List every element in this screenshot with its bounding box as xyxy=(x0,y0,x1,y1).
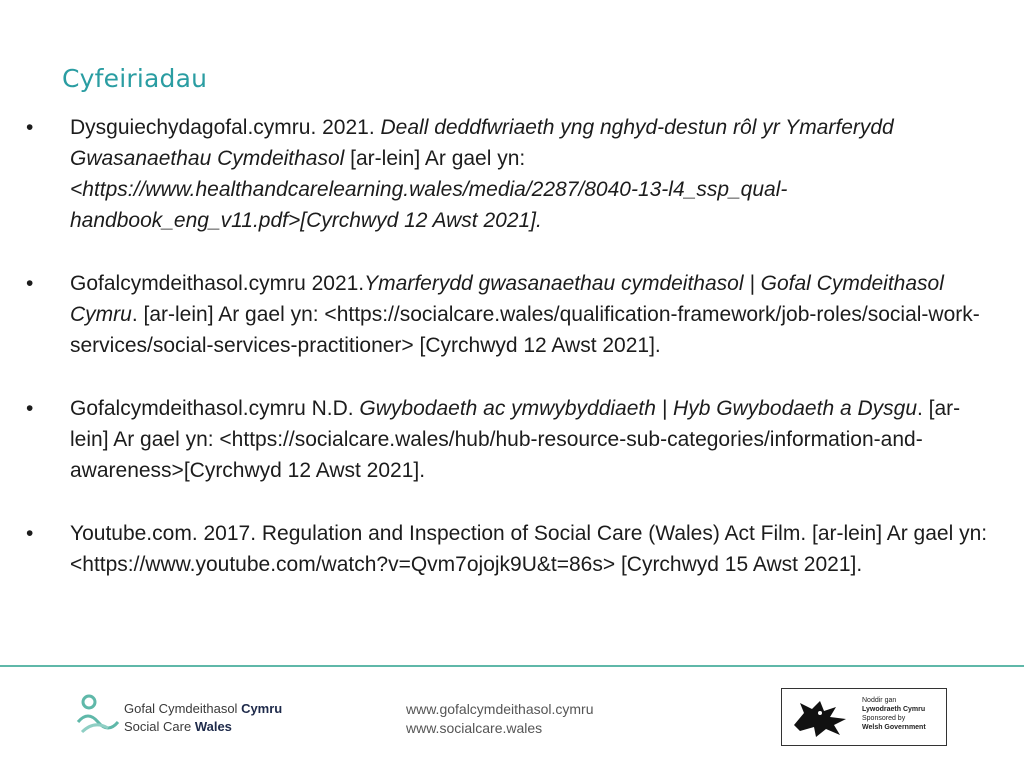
logo-line-1-bold: Cymru xyxy=(241,701,283,716)
logo-text xyxy=(124,700,282,736)
reference-title: Deall deddfwriaeth yng nghyd-destun rôl yr Ymarferydd Gwasanaethau Cymdeithasol xyxy=(70,116,894,170)
reference-item-3 xyxy=(0,393,1024,486)
reference-title: Gwybodaeth ac ymwybyddiaeth | Hyb Gwybodaeth a Dysgu xyxy=(359,397,917,420)
bullet: • xyxy=(26,272,34,295)
website-addresses xyxy=(406,700,594,738)
social-care-wales-logo-icon xyxy=(74,692,120,738)
website-english: www.socialcare.wales xyxy=(406,720,543,736)
reference-list xyxy=(0,112,1024,612)
wg-line-1: Noddir gan xyxy=(862,697,897,704)
reference-text: Gofalcymdeithasol.cymru 2021. xyxy=(70,272,365,295)
reference-text: . [ar-lein] Ar gael yn: <https://socialcare.wales/qualification-framework/job-roles/social-work-services/social-services-practitioner> [Cyrchwyd 12 Awst 2021]. xyxy=(70,303,980,357)
reference-text: Dysguiechydagofal.cymru. 2021. xyxy=(70,116,381,139)
reference-item-4 xyxy=(0,518,1024,580)
bullet: • xyxy=(26,116,34,139)
reference-text: . [ar-lein] Ar gael yn: <https://socialcare.wales/hub/hub-resource-sub-categories/information-and-awareness>[Cyrchwyd 12 Awst 2021]. xyxy=(70,397,961,482)
welsh-government-text xyxy=(862,696,926,732)
reference-link: <https://www.healthandcarelearning.wales/media/2287/8040-13-l4_ssp_qual-handbook_eng_v11.pdf>[Cyrchwyd 12 Awst 2021]. xyxy=(70,178,788,232)
footer xyxy=(0,670,1024,768)
reference-text: Gofalcymdeithasol.cymru N.D. xyxy=(70,397,360,420)
reference-text: Youtube.com. 2017. Regulation and Inspection of Social Care (Wales) Act Film. [ar-lein] Ar gael yn: <https://www.youtube.com/watch?v=Qvm7ojojk9U&t=86s> [Cyrchwyd 15 Awst 2021]. xyxy=(70,522,988,576)
social-care-wales-logo xyxy=(74,692,294,742)
logo-line-2: Social Care xyxy=(124,719,195,734)
website-welsh: www.gofalcymdeithasol.cymru xyxy=(406,701,594,717)
reference-title: Ymarferydd gwasanaethau cymdeithasol | Gofal Cymdeithasol Cymru xyxy=(70,272,944,326)
welsh-government-logo xyxy=(781,688,947,746)
wg-line-3: Sponsored by xyxy=(862,715,906,722)
bullet: • xyxy=(26,397,34,420)
welsh-dragon-icon xyxy=(790,695,854,739)
bullet: • xyxy=(26,522,34,545)
logo-line-1: Gofal Cymdeithasol xyxy=(124,701,242,716)
logo-line-2-bold: Wales xyxy=(194,719,232,734)
reference-item-2 xyxy=(0,268,1024,361)
reference-text: [ar-lein] Ar gael yn: xyxy=(344,147,526,170)
reference-item-1 xyxy=(0,112,1024,236)
wg-line-4: Welsh Government xyxy=(862,724,926,731)
page-title: Cyfeiriadau xyxy=(62,64,208,93)
wg-line-2: Lywodraeth Cymru xyxy=(862,706,926,713)
divider-line xyxy=(0,665,1024,667)
